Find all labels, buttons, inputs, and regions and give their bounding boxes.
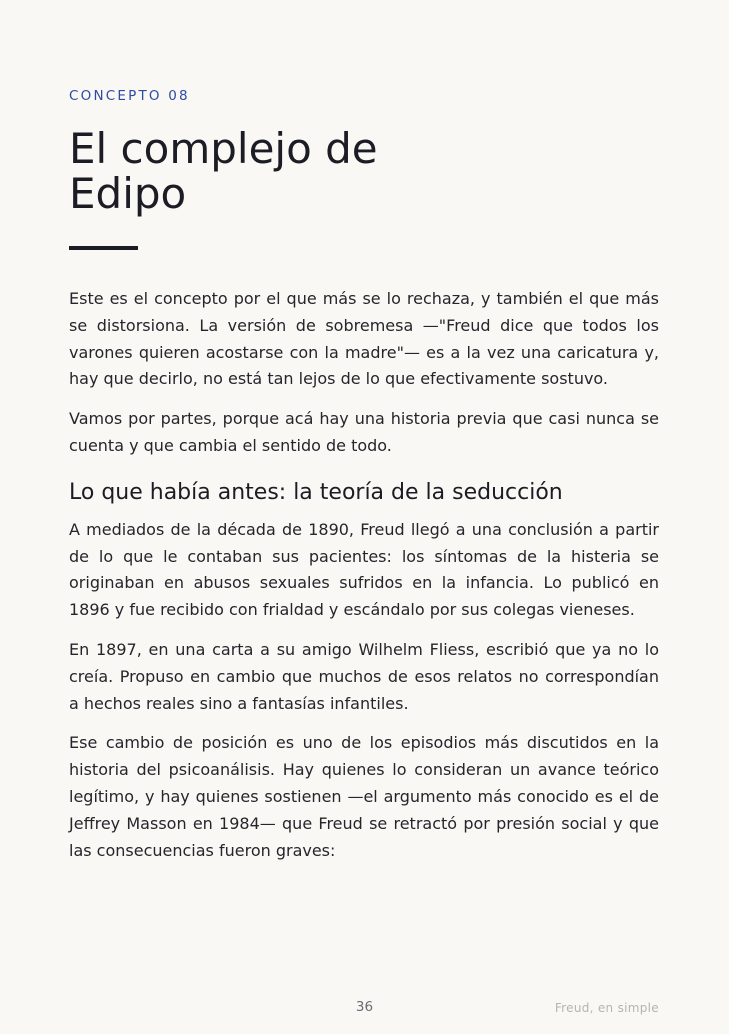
section-paragraph-3: Ese cambio de posición es uno de los episodios más discutidos en la historia del psicoanálisis. Hay quienes lo consideran un avance teórico legítimo, y hay quienes sostienen —el argumento más conocido es el de Jeffrey Masson en 1984— que Freud se retractó por presión social y que las consecuencias fueron graves: xyxy=(69,733,659,860)
intro-paragraph-1: Este es el concepto por el que más se lo rechaza, y también el que más se distorsiona. La versión de sobremesa —"Freud dice que todos los varones quieren acostarse con la madre"— es a la vez una caricatura y, hay que decirlo, no está tan lejos de lo que efectivamente sostuvo. xyxy=(69,289,659,389)
title-rule xyxy=(69,246,138,250)
running-title: Freud, en simple xyxy=(554,1001,659,1015)
section-heading: Lo que había antes: la teoría de la seducción xyxy=(69,479,563,505)
page-footer xyxy=(0,999,729,1017)
section-paragraph-2: En 1897, en una carta a su amigo Wilhelm Fliess, escribió que ya no lo creía. Propuso en cambio que muchos de esos relatos no correspondían a hechos reales sino a fantasías infantiles. xyxy=(69,639,659,713)
section-paragraph-1: A mediados de la década de 1890, Freud llegó a una conclusión a partir de lo que le contaban sus pacientes: los síntomas de la histeria se originaban en abusos sexuales sufridos en la infancia. Lo publicó en 1896 y fue recibido con frialdad y escándalo por sus colegas vieneses. xyxy=(69,519,659,620)
intro-paragraph-2: Vamos por partes, porque acá hay una historia previa que casi nunca se cuenta y que cambia el sentido de todo. xyxy=(69,409,659,455)
page-number: 36 xyxy=(355,999,374,1015)
page-title: El complejo de Edipo xyxy=(69,124,378,218)
concept-kicker: CONCEPTO 08 xyxy=(69,88,190,104)
body-text xyxy=(69,286,659,877)
